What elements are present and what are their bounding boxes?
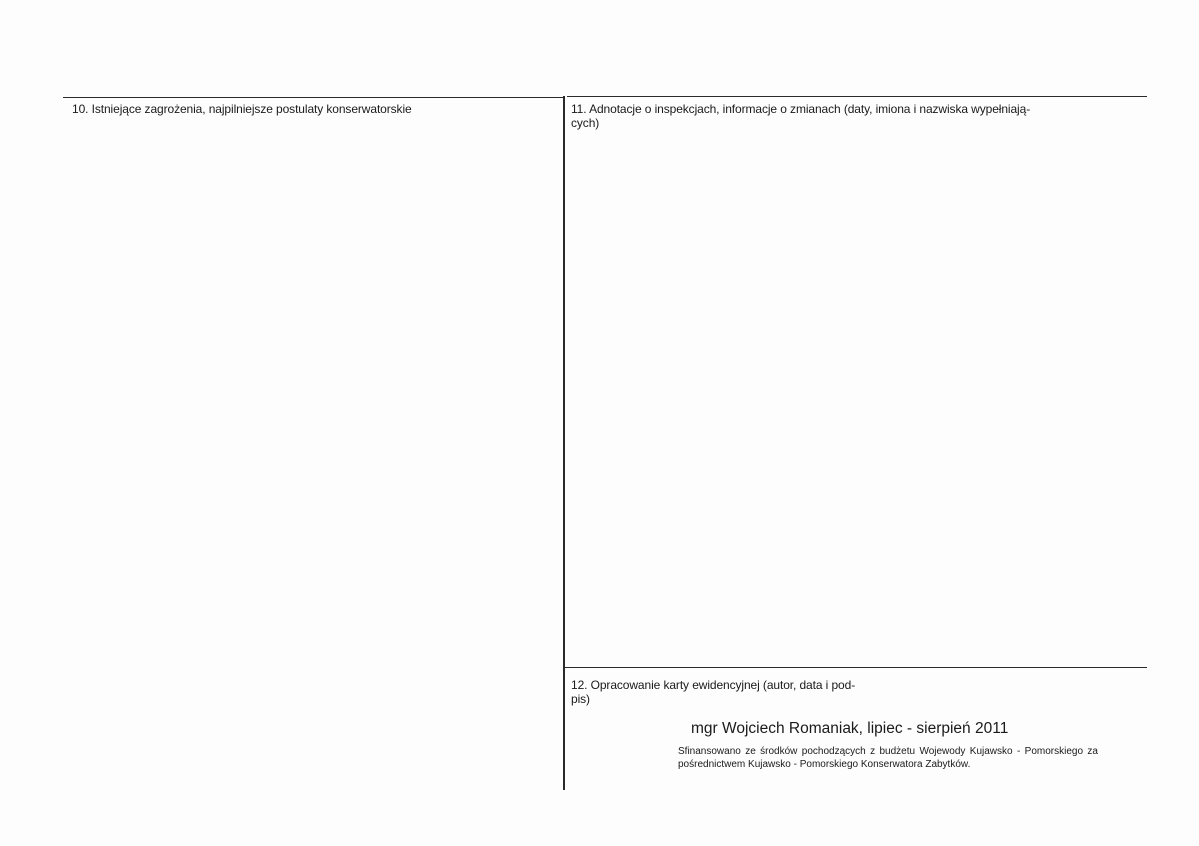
section-11-label-line1: 11. Adnotacje o inspekcjach, informacje o zmianach (daty, imiona i nazwiska wypełniają-: [571, 102, 1031, 116]
section-11-label-line2: cych): [571, 116, 600, 130]
top-rule-right: [567, 96, 1147, 97]
top-rule-left: [63, 97, 563, 98]
section-10-label: 10. Istniejące zagrożenia, najpilniejsze postulaty konserwatorskie: [72, 102, 412, 116]
section-12-label: [571, 678, 855, 706]
section-12-label-line1: 12. Opracowanie karty ewidencyjnej (autor, data i pod-: [571, 678, 856, 692]
section-11-label: [571, 102, 1030, 130]
column-divider: [563, 96, 565, 790]
funding-note: Sfinansowano ze środków pochodzących z budżetu Wojewody Kujawsko - Pomorskiego za pośrednictwem Kujawsko - Pomorskiego Konserwatora Zabytków.: [678, 746, 1098, 770]
section-12-rule: [565, 667, 1147, 668]
section-12-label-line2: pis): [571, 692, 590, 706]
author-date-line: mgr Wojciech Romaniak, lipiec - sierpień 2011: [691, 720, 1009, 737]
